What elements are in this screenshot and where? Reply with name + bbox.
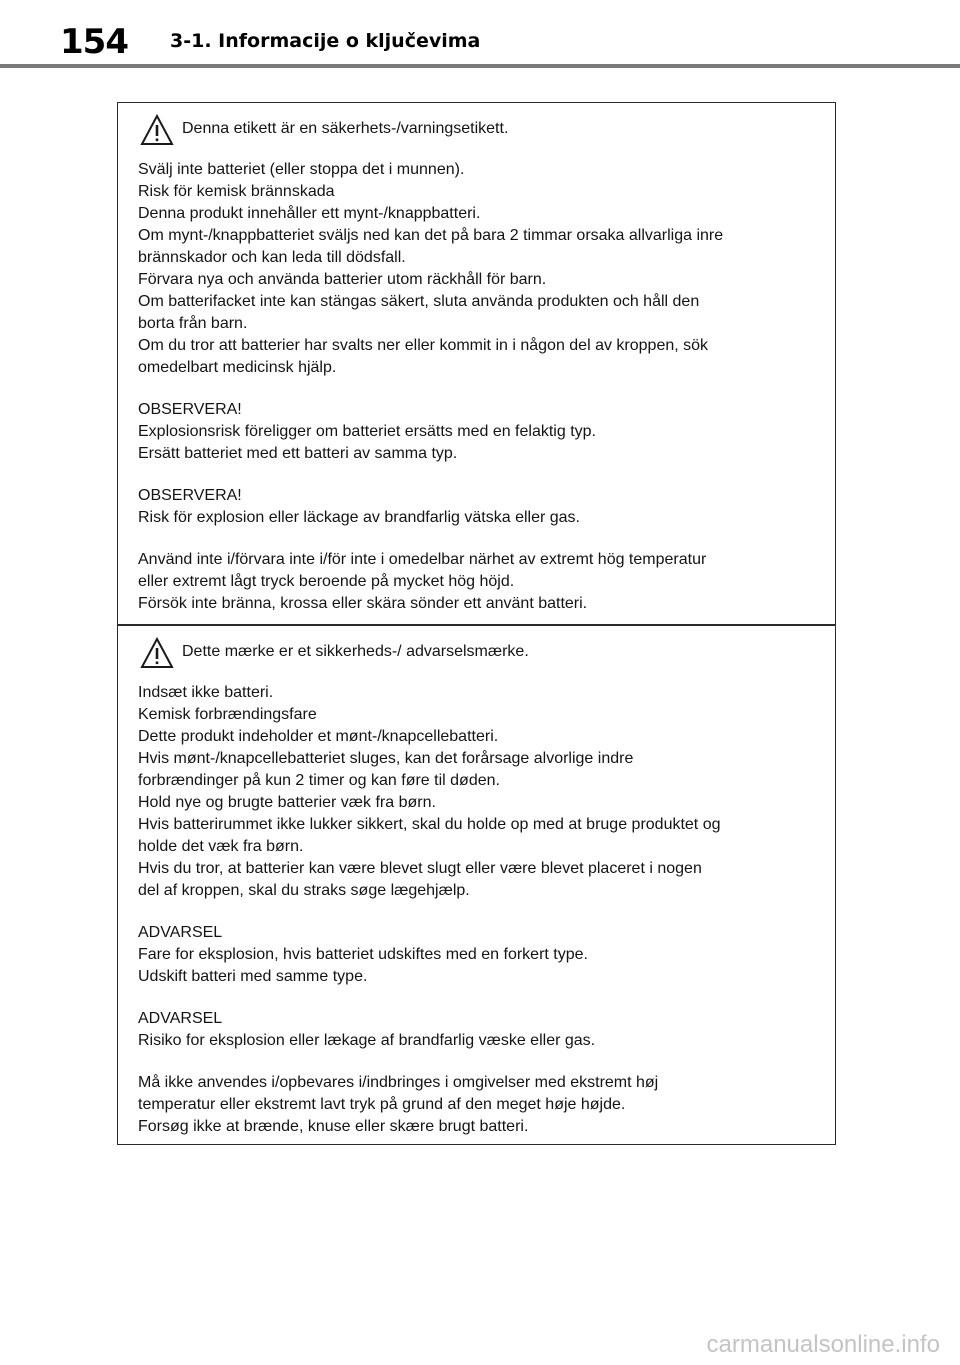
paragraph (138, 1008, 828, 1052)
paragraph (138, 549, 828, 615)
warning-heading (140, 113, 800, 153)
paragraph (138, 922, 828, 988)
paragraph (138, 485, 828, 529)
text-line: Explosionsrisk föreligger om batteriet ersätts med en felaktig typ. (138, 423, 596, 440)
text-line: Risk för explosion eller läckage av brandfarlig vätska eller gas. (138, 509, 580, 526)
text-line: Forsøg ikke at brænde, knuse eller skære brugt batteri. (138, 1118, 529, 1135)
text-line: Försök inte bränna, krossa eller skära sönder ett använt batteri. (138, 595, 588, 612)
text-line: Dette produkt indeholder et mønt-/knapcellebatteri. (138, 728, 499, 745)
safety-label-box (117, 102, 836, 1145)
text-line: brännskador och kan leda till dödsfall. (138, 249, 406, 266)
text-line: Udskift batteri med samme type. (138, 968, 368, 985)
text-line: Indsæt ikke batteri. (138, 684, 274, 701)
text-line: Svälj inte batteriet (eller stoppa det i munnen). (138, 161, 465, 178)
text-line: Ersätt batteriet med ett batteri av samma typ. (138, 445, 458, 462)
warning-text (138, 159, 828, 635)
text-line: Om du tror att batterier har svalts ner eller kommit in i någon del av kroppen, sök (138, 337, 709, 354)
page-number: 154 (60, 22, 128, 62)
text-line: Hvis mønt-/knapcellebatteriet sluges, kan det forårsage alvorlige indre (138, 750, 634, 767)
warning-text (138, 682, 828, 1158)
paragraph (138, 1072, 828, 1138)
paragraph (138, 682, 828, 902)
text-line: Om batterifacket inte kan stängas säkert, sluta använda produkten och håll den (138, 293, 700, 310)
text-line: omedelbart medicinsk hjälp. (138, 359, 337, 376)
text-line: Hold nye og brugte batterier væk fra børn. (138, 794, 436, 811)
danish-label-section (118, 626, 835, 1144)
text-line: Risk för kemisk brännskada (138, 183, 335, 200)
text-line: forbrændinger på kun 2 timer og kan føre til døden. (138, 772, 500, 789)
page-header (0, 0, 960, 70)
text-line: Förvara nya och använda batterier utom räckhåll för barn. (138, 271, 547, 288)
warning-triangle-icon (140, 636, 174, 670)
text-line: Hvis batterirummet ikke lukker sikkert, skal du holde op med at bruge produktet og (138, 816, 721, 833)
paragraph (138, 399, 828, 465)
text-line: Kemisk forbrændingsfare (138, 706, 317, 723)
header-rule (0, 64, 960, 68)
paragraph (138, 159, 828, 379)
text-line: del af kroppen, skal du straks søge lægehjælp. (138, 882, 470, 899)
text-line: Denna produkt innehåller ett mynt-/knappbatteri. (138, 205, 481, 222)
swedish-label-section (118, 103, 835, 624)
text-line: eller extremt lågt tryck beroende på mycket hög höjd. (138, 573, 515, 590)
text-line: ADVARSEL (138, 1010, 223, 1027)
text-line: OBSERVERA! (138, 487, 242, 504)
text-line: holde det væk fra børn. (138, 838, 304, 855)
warning-title: Denna etikett är en säkerhets-/varningsetikett. (182, 120, 509, 137)
warning-heading (140, 636, 800, 676)
watermark-text: carmanualsonline.info (706, 1331, 940, 1358)
text-line: Använd inte i/förvara inte i/för inte i omedelbar närhet av extremt hög temperatur (138, 551, 707, 568)
warning-triangle-icon (140, 113, 174, 147)
text-line: ADVARSEL (138, 924, 223, 941)
text-line: Hvis du tror, at batterier kan være blevet slugt eller være blevet placeret i nogen (138, 860, 702, 877)
text-line: Om mynt-/knappbatteriet sväljs ned kan det på bara 2 timmar orsaka allvarliga inre (138, 227, 724, 244)
text-line: Risiko for eksplosion eller lækage af brandfarlig væske eller gas. (138, 1032, 596, 1049)
text-line: borta från barn. (138, 315, 248, 332)
text-line: temperatur eller ekstremt lavt tryk på grund af den meget høje højde. (138, 1096, 626, 1113)
warning-title: Dette mærke er et sikkerheds-/ advarselsmærke. (182, 643, 529, 660)
text-line: Fare for eksplosion, hvis batteriet udskiftes med en forkert type. (138, 946, 588, 963)
text-line: Må ikke anvendes i/opbevares i/indbringes i omgivelser med ekstremt høj (138, 1074, 659, 1091)
section-title: 3-1. Informacije o ključevima (170, 30, 481, 52)
text-line: OBSERVERA! (138, 401, 242, 418)
